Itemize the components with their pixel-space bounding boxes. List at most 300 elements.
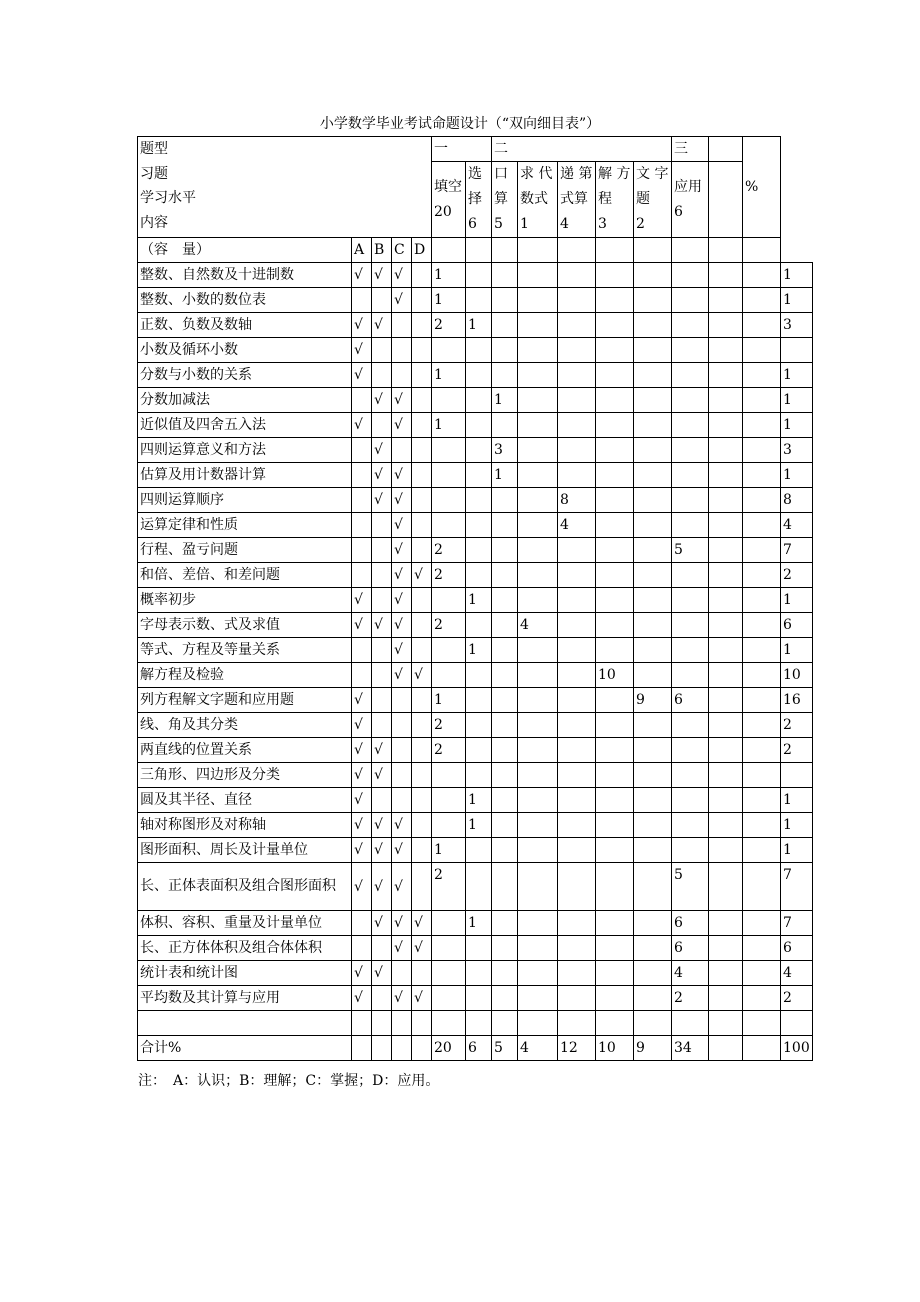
level-cell [412, 388, 432, 413]
percent-cell: 1 [781, 638, 813, 663]
value-cell [743, 263, 781, 288]
value-cell [518, 438, 558, 463]
table-row [138, 513, 813, 538]
value-cell [518, 638, 558, 663]
value-cell [466, 338, 492, 363]
value-cell [634, 986, 672, 1011]
content-cell: 小数及循环小数 [138, 338, 352, 363]
value-cell [743, 911, 781, 936]
value-cell [466, 688, 492, 713]
table-row [138, 936, 813, 961]
value-cell: 4 [518, 1036, 558, 1061]
value-cell: 5 [492, 1036, 518, 1061]
level-cell: √ [352, 763, 372, 788]
percent-cell: 1 [781, 838, 813, 863]
value-cell: 1 [432, 413, 466, 438]
value-cell [709, 313, 743, 338]
level-cell [372, 936, 392, 961]
percent-cell: 7 [781, 538, 813, 563]
table-row [138, 588, 813, 613]
value-cell [492, 513, 518, 538]
percent-cell: 6 [781, 613, 813, 638]
header-type-name: 解 方程 [598, 166, 631, 207]
content-cell: 估算及用计数器计算 [138, 463, 352, 488]
value-cell [743, 538, 781, 563]
value-cell [558, 563, 596, 588]
value-cell [672, 263, 709, 288]
value-cell [596, 338, 634, 363]
value-cell [709, 288, 743, 313]
value-cell [596, 263, 634, 288]
table-row [138, 563, 813, 588]
header-type-count: 5 [494, 216, 503, 232]
percent-cell: 7 [781, 911, 813, 936]
value-cell: 1 [466, 788, 492, 813]
value-cell [743, 463, 781, 488]
value-cell: 1 [466, 313, 492, 338]
table-row [138, 986, 813, 1011]
value-cell: 6 [672, 688, 709, 713]
header-type-name: 应用 [674, 178, 702, 195]
value-cell [596, 413, 634, 438]
value-cell [518, 413, 558, 438]
header-type-count: 20 [434, 203, 452, 220]
level-cell: √ [392, 388, 412, 413]
value-cell [743, 688, 781, 713]
level-cell [352, 488, 372, 513]
value-cell [709, 936, 743, 961]
document-title: 小学数学毕业考试命题设计（“双向细目表”） [319, 116, 601, 132]
value-cell [634, 363, 672, 388]
header-type-1 [466, 162, 492, 238]
percent-cell: 1 [781, 588, 813, 613]
value-cell [558, 911, 596, 936]
value-cell [709, 763, 743, 788]
level-cell [372, 588, 392, 613]
value-cell [492, 488, 518, 513]
content-cell: 等式、方程及等量关系 [138, 638, 352, 663]
content-cell: 列方程解文字题和应用题 [138, 688, 352, 713]
value-cell [492, 788, 518, 813]
level-cell: √ [392, 863, 412, 911]
value-cell [492, 713, 518, 738]
value-cell: 1 [432, 838, 466, 863]
percent-cell: 1 [781, 388, 813, 413]
header-type-0 [432, 162, 466, 238]
value-cell [596, 638, 634, 663]
value-cell [558, 838, 596, 863]
value-cell [743, 338, 781, 363]
value-cell [466, 563, 492, 588]
level-cell [412, 838, 432, 863]
value-cell [558, 463, 596, 488]
level-cell [372, 538, 392, 563]
level-cell [412, 813, 432, 838]
value-cell [634, 638, 672, 663]
header-blank [709, 162, 743, 238]
level-cell [352, 936, 372, 961]
value-cell [432, 936, 466, 961]
level-cell [392, 338, 412, 363]
value-cell [466, 388, 492, 413]
value-cell [466, 513, 492, 538]
value-cell [596, 688, 634, 713]
level-cell [372, 638, 392, 663]
percent-cell: 100 [781, 1036, 813, 1061]
value-cell [672, 363, 709, 388]
value-cell [518, 388, 558, 413]
value-cell [596, 563, 634, 588]
level-header-0: A [352, 238, 372, 263]
value-cell [672, 813, 709, 838]
value-cell [492, 763, 518, 788]
value-cell [432, 763, 466, 788]
value-cell [672, 513, 709, 538]
value-cell [432, 986, 466, 1011]
value-cell [466, 663, 492, 688]
level-cell [412, 961, 432, 986]
table-row [138, 838, 813, 863]
capacity-cell [518, 238, 558, 263]
value-cell [432, 438, 466, 463]
value-cell: 1 [492, 463, 518, 488]
header-group-2: 二 [492, 137, 672, 162]
value-cell [518, 338, 558, 363]
value-cell [634, 588, 672, 613]
level-cell: √ [372, 313, 392, 338]
level-header-2: C [392, 238, 412, 263]
value-cell [518, 738, 558, 763]
level-cell [392, 788, 412, 813]
value-cell [492, 863, 518, 911]
content-cell: 字母表示数、式及求值 [138, 613, 352, 638]
value-cell [672, 1011, 709, 1036]
value-cell [672, 488, 709, 513]
value-cell [709, 438, 743, 463]
value-cell [466, 713, 492, 738]
header-type-name: 递 第式算 [560, 166, 593, 207]
detail-table [137, 136, 813, 1061]
value-cell [743, 713, 781, 738]
value-cell [743, 388, 781, 413]
content-cell: 概率初步 [138, 588, 352, 613]
value-cell [672, 763, 709, 788]
level-cell: √ [392, 588, 412, 613]
percent-cell: 2 [781, 986, 813, 1011]
value-cell [634, 263, 672, 288]
value-cell [709, 563, 743, 588]
content-cell: 长、正体表面积及组合图形面积 [138, 863, 352, 911]
table-row [138, 438, 813, 463]
value-cell [492, 911, 518, 936]
level-cell [412, 263, 432, 288]
level-cell [352, 1011, 372, 1036]
value-cell: 2 [432, 613, 466, 638]
content-cell: 正数、负数及数轴 [138, 313, 352, 338]
header-type-name: 求 代数式 [520, 166, 553, 207]
value-cell: 6 [672, 911, 709, 936]
percent-cell: 3 [781, 438, 813, 463]
value-cell: 10 [596, 663, 634, 688]
value-cell [743, 313, 781, 338]
value-cell: 2 [432, 713, 466, 738]
table-row [138, 813, 813, 838]
value-cell [596, 863, 634, 911]
value-cell: 3 [492, 438, 518, 463]
header-group-3: 三 [672, 137, 709, 162]
value-cell [743, 738, 781, 763]
value-cell [518, 986, 558, 1011]
value-cell [634, 338, 672, 363]
level-cell [392, 738, 412, 763]
value-cell [492, 813, 518, 838]
level-cell: √ [412, 911, 432, 936]
level-cell [392, 313, 412, 338]
content-cell: 和倍、差倍、和差问题 [138, 563, 352, 588]
percent-cell: 8 [781, 488, 813, 513]
level-cell: √ [392, 538, 412, 563]
percent-cell [781, 338, 813, 363]
value-cell [518, 838, 558, 863]
value-cell [492, 363, 518, 388]
level-cell [352, 288, 372, 313]
value-cell [492, 563, 518, 588]
footnote: 注： A：认识；B：理解；C：掌握；D：应用。 [138, 1073, 440, 1089]
percent-cell: 1 [781, 363, 813, 388]
value-cell [558, 638, 596, 663]
percent-cell: 2 [781, 713, 813, 738]
header-empty [709, 137, 743, 162]
value-cell [709, 961, 743, 986]
value-cell [709, 338, 743, 363]
value-cell [596, 911, 634, 936]
value-cell [596, 713, 634, 738]
value-cell [672, 738, 709, 763]
value-cell: 2 [432, 538, 466, 563]
level-cell: √ [352, 313, 372, 338]
header-type-name: 填空 [434, 178, 462, 195]
content-cell: 整数、自然数及十进制数 [138, 263, 352, 288]
level-cell [412, 1011, 432, 1036]
level-cell [372, 363, 392, 388]
level-cell [372, 1036, 392, 1061]
content-cell: 解方程及检验 [138, 663, 352, 688]
value-cell [466, 413, 492, 438]
level-cell: √ [352, 613, 372, 638]
value-cell: 4 [518, 613, 558, 638]
percent-cell: 10 [781, 663, 813, 688]
header-label-exercise: 习题 [140, 165, 168, 182]
level-cell: √ [372, 488, 392, 513]
value-cell: 5 [672, 538, 709, 563]
level-cell [372, 563, 392, 588]
table-row [138, 663, 813, 688]
value-cell [492, 986, 518, 1011]
value-cell [596, 438, 634, 463]
percent-cell: 7 [781, 863, 813, 911]
header-type-count: 3 [598, 216, 607, 232]
value-cell [743, 788, 781, 813]
value-cell: 2 [672, 986, 709, 1011]
value-cell [596, 363, 634, 388]
level-cell [372, 788, 392, 813]
value-cell [709, 538, 743, 563]
value-cell [558, 288, 596, 313]
level-cell [412, 613, 432, 638]
header-type-count: 1 [520, 216, 529, 232]
content-cell: 行程、盈亏问题 [138, 538, 352, 563]
value-cell [492, 263, 518, 288]
content-cell: 统计表和统计图 [138, 961, 352, 986]
value-cell: 9 [634, 1036, 672, 1061]
value-cell [492, 313, 518, 338]
level-cell: √ [392, 663, 412, 688]
value-cell [634, 788, 672, 813]
value-cell: 4 [672, 961, 709, 986]
value-cell [432, 488, 466, 513]
value-cell [518, 513, 558, 538]
value-cell [709, 1011, 743, 1036]
value-cell [432, 911, 466, 936]
value-cell [672, 788, 709, 813]
level-cell [352, 911, 372, 936]
value-cell [518, 538, 558, 563]
capacity-cell [432, 238, 466, 263]
value-cell: 1 [492, 388, 518, 413]
value-cell [709, 463, 743, 488]
value-cell [709, 863, 743, 911]
header-row-1 [138, 137, 813, 162]
value-cell [672, 838, 709, 863]
value-cell [596, 288, 634, 313]
value-cell: 6 [466, 1036, 492, 1061]
value-cell [466, 288, 492, 313]
level-cell [392, 763, 412, 788]
header-label-level: 学习水平 [140, 190, 196, 206]
table-row [138, 313, 813, 338]
level-cell: √ [392, 413, 412, 438]
level-cell: √ [392, 488, 412, 513]
value-cell [634, 663, 672, 688]
value-cell [492, 1011, 518, 1036]
header-type-name: 选择 [468, 166, 482, 207]
level-cell: √ [412, 986, 432, 1011]
value-cell [634, 488, 672, 513]
value-cell [432, 1011, 466, 1036]
level-cell [392, 961, 412, 986]
value-cell [634, 911, 672, 936]
content-cell: 两直线的位置关系 [138, 738, 352, 763]
value-cell [596, 986, 634, 1011]
value-cell [518, 688, 558, 713]
value-cell [709, 513, 743, 538]
percent-cell: 1 [781, 463, 813, 488]
header-labels [138, 137, 432, 238]
level-cell: √ [352, 688, 372, 713]
value-cell: 34 [672, 1036, 709, 1061]
value-cell [743, 863, 781, 911]
value-cell [558, 738, 596, 763]
value-cell [558, 688, 596, 713]
value-cell [492, 613, 518, 638]
value-cell [558, 413, 596, 438]
header-type-7 [672, 162, 709, 238]
value-cell [518, 313, 558, 338]
table-row [138, 613, 813, 638]
table-row [138, 738, 813, 763]
percent-cell [781, 1011, 813, 1036]
table-row [138, 488, 813, 513]
value-cell [518, 911, 558, 936]
level-cell [352, 463, 372, 488]
value-cell [634, 838, 672, 863]
value-cell [466, 1011, 492, 1036]
level-cell [352, 563, 372, 588]
level-cell [412, 788, 432, 813]
value-cell [634, 513, 672, 538]
value-cell: 1 [432, 263, 466, 288]
value-cell [672, 588, 709, 613]
level-cell: √ [372, 813, 392, 838]
header-type-count: 6 [674, 203, 683, 220]
level-cell [392, 363, 412, 388]
value-cell: 1 [466, 588, 492, 613]
table-row [138, 463, 813, 488]
value-cell [558, 363, 596, 388]
level-cell: √ [352, 838, 372, 863]
value-cell [596, 788, 634, 813]
value-cell [709, 613, 743, 638]
level-cell [412, 513, 432, 538]
value-cell [518, 563, 558, 588]
value-cell [432, 813, 466, 838]
level-cell [392, 1036, 412, 1061]
value-cell [596, 513, 634, 538]
level-cell [372, 413, 392, 438]
value-cell [558, 663, 596, 688]
value-cell [466, 961, 492, 986]
table-row [138, 863, 813, 911]
content-cell: 近似值及四舍五入法 [138, 413, 352, 438]
value-cell: 9 [634, 688, 672, 713]
value-cell [709, 713, 743, 738]
value-cell [596, 588, 634, 613]
table-row [138, 638, 813, 663]
header-type-name: 文 字题 [636, 166, 669, 207]
level-cell: √ [372, 463, 392, 488]
level-cell: √ [412, 936, 432, 961]
value-cell [466, 863, 492, 911]
value-cell [466, 613, 492, 638]
value-cell [558, 961, 596, 986]
value-cell [634, 613, 672, 638]
value-cell: 2 [432, 738, 466, 763]
value-cell [492, 638, 518, 663]
level-cell [412, 638, 432, 663]
value-cell [518, 936, 558, 961]
value-cell [634, 713, 672, 738]
value-cell [709, 388, 743, 413]
value-cell [743, 763, 781, 788]
value-cell [596, 488, 634, 513]
value-cell [492, 338, 518, 363]
value-cell [709, 638, 743, 663]
value-cell [672, 438, 709, 463]
value-cell [634, 738, 672, 763]
capacity-cell [466, 238, 492, 263]
value-cell [743, 838, 781, 863]
value-cell [672, 288, 709, 313]
